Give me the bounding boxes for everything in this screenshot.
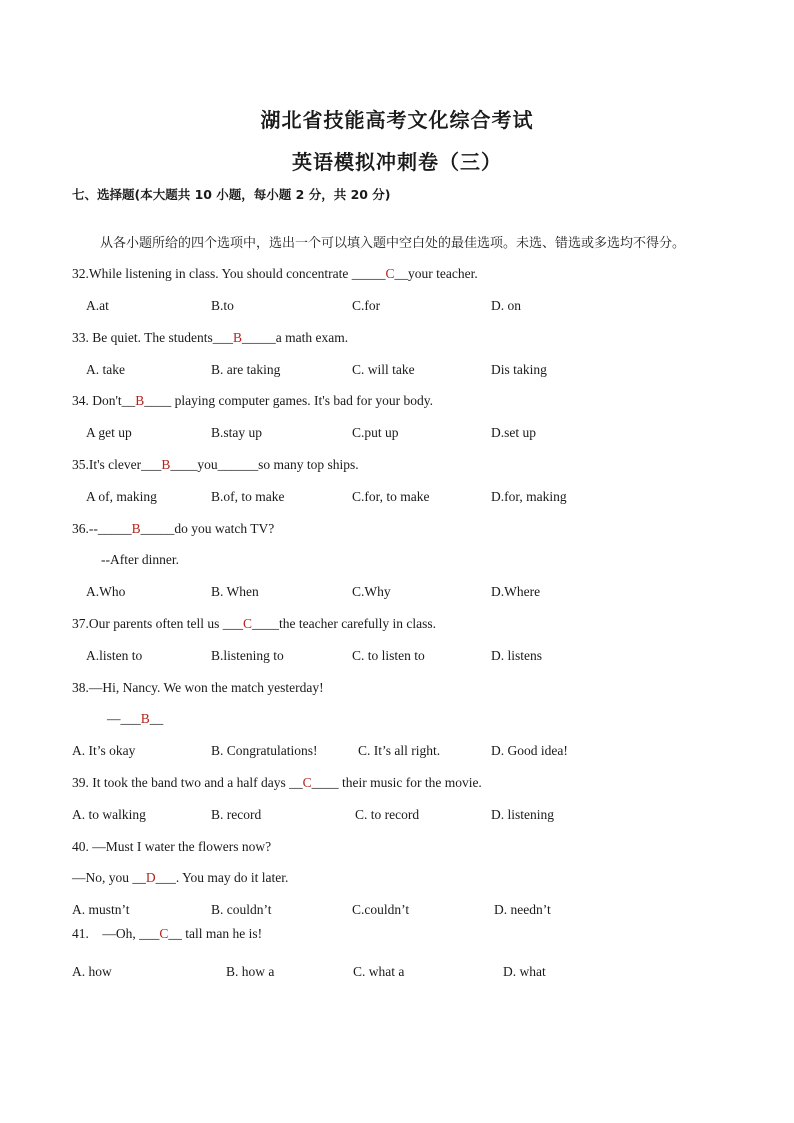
question-32-option-C: C.for	[352, 298, 381, 313]
instructions: 从各小题所给的四个选项中，选出一个可以填入题中空白处的最佳选项。未选、错选或多选均不得分。	[100, 236, 686, 251]
stem-text: —No, you __	[72, 870, 146, 885]
question-37-option-D: D. listens	[491, 648, 543, 663]
question-32-option-B: B.to	[211, 298, 234, 313]
stem-text: 37.Our parents often tell us ___	[72, 616, 243, 631]
answer-letter: B	[233, 330, 243, 345]
question-36-option-D: D.Where	[491, 584, 541, 599]
question-38-option-A: A. It’s okay	[72, 743, 136, 758]
question-36-stem	[101, 552, 179, 568]
question-38-stem	[107, 711, 163, 727]
question-33-option-B: B. are taking	[211, 362, 281, 377]
question-38-option-D: D. Good idea!	[491, 743, 568, 758]
section-header: 七、选择题(本大题共 10 小题，每小题 2 分，共 20 分)	[72, 187, 391, 202]
question-34-option-C: C.put up	[352, 425, 399, 440]
question-32-option-A: A.at	[86, 298, 109, 313]
question-40-option-D: D. needn’t	[494, 902, 551, 917]
question-40-option-A: A. mustn’t	[72, 902, 130, 917]
answer-letter: B	[161, 457, 171, 472]
answer-letter: B	[131, 521, 141, 536]
stem-text: ____you______so many top ships.	[170, 457, 359, 472]
question-38-option-C: C. It’s all right.	[358, 743, 441, 758]
answer-letter: C	[242, 616, 252, 631]
question-33-stem	[72, 330, 348, 346]
question-35-option-C: C.for, to make	[352, 489, 430, 504]
question-32-stem	[72, 266, 478, 282]
stem-text: --After dinner.	[101, 552, 179, 567]
stem-text: 38.—Hi, Nancy. We won the match yesterday!	[72, 680, 324, 695]
question-32-option-D: D. on	[491, 298, 521, 313]
question-35-option-A: A of, making	[86, 489, 157, 504]
question-37-stem	[72, 616, 436, 632]
question-36-option-B: B. When	[211, 584, 259, 599]
question-39-stem	[72, 775, 482, 791]
question-34-option-D: D.set up	[491, 425, 536, 440]
stem-text: __your teacher.	[394, 266, 478, 281]
question-39-option-B: B. record	[211, 807, 262, 822]
question-35-stem	[72, 457, 359, 473]
answer-letter: C	[302, 775, 312, 790]
question-34-option-B: B.stay up	[211, 425, 263, 440]
stem-text: 41. —Oh, ___	[72, 926, 160, 941]
question-33-option-A: A. take	[86, 362, 125, 377]
stem-text: _____do you watch TV?	[140, 521, 275, 536]
question-35-option-D: D.for, making	[491, 489, 567, 504]
stem-text: —___	[107, 711, 141, 726]
stem-text: ____ their music for the movie.	[311, 775, 482, 790]
stem-text: 40. —Must I water the flowers now?	[72, 839, 272, 854]
stem-text: ____the teacher carefully in class.	[251, 616, 437, 631]
question-35-option-B: B.of, to make	[211, 489, 285, 504]
question-37-option-B: B.listening to	[211, 648, 284, 663]
question-41-option-B: B. how a	[226, 964, 275, 979]
answer-letter: C	[159, 926, 169, 941]
question-37-option-A: A.listen to	[86, 648, 143, 663]
question-36-stem	[72, 521, 274, 537]
question-38-option-B: B. Congratulations!	[211, 743, 318, 758]
answer-letter: D	[145, 870, 156, 885]
stem-text: 32.While listening in class. You should concentrate _____	[72, 266, 386, 281]
question-40-option-C: C.couldn’t	[352, 902, 410, 917]
answer-letter: C	[385, 266, 395, 281]
question-41-option-A: A. how	[72, 964, 112, 979]
question-39-option-C: C. to record	[355, 807, 420, 822]
stem-text: 33. Be quiet. The students___	[72, 330, 233, 345]
question-34-stem	[72, 393, 433, 409]
question-40-stem	[72, 839, 271, 855]
stem-text: 39. It took the band two and a half days __	[72, 775, 303, 790]
stem-text: ___. You may do it later.	[155, 870, 289, 885]
question-41-option-C: C. what a	[353, 964, 405, 979]
exam-title: 湖北省技能高考文化综合考试	[260, 108, 534, 132]
answer-letter: B	[135, 393, 145, 408]
stem-text: 34. Don't__	[72, 393, 136, 408]
stem-text: 35.It's clever___	[72, 457, 162, 472]
question-38-stem	[72, 680, 324, 696]
question-40-option-B: B. couldn’t	[211, 902, 272, 917]
stem-text: _____a math exam.	[242, 330, 349, 345]
question-41-stem	[72, 926, 262, 942]
stem-text: __	[149, 711, 164, 726]
question-36-option-C: C.Why	[352, 584, 391, 599]
question-33-option-D: Dis taking	[491, 362, 547, 377]
stem-text: 36.--_____	[72, 521, 132, 536]
question-41-option-D: D. what	[503, 964, 546, 979]
question-36-option-A: A.Who	[86, 584, 126, 599]
question-40-stem	[72, 870, 288, 886]
question-37-option-C: C. to listen to	[352, 648, 425, 663]
stem-text: ____ playing computer games. It's bad for your body.	[144, 393, 433, 408]
question-33-option-C: C. will take	[352, 362, 415, 377]
exam-subtitle: 英语模拟冲刺卷（三）	[292, 150, 502, 174]
question-34-option-A: A get up	[86, 425, 132, 440]
answer-letter: B	[140, 711, 150, 726]
question-39-option-A: A. to walking	[72, 807, 146, 822]
stem-text: __ tall man he is!	[168, 926, 263, 941]
question-39-option-D: D. listening	[491, 807, 554, 822]
